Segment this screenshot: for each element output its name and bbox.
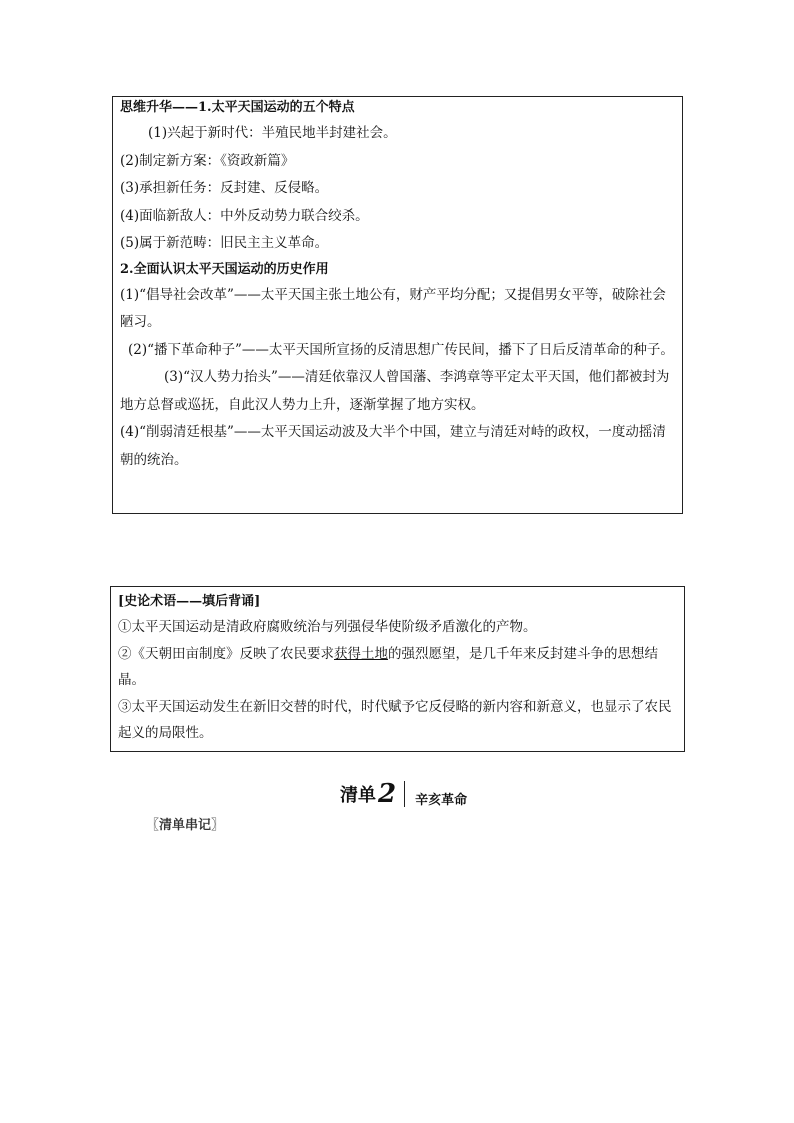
feature-item-2: (2)制定新方案：《资政新篇》	[120, 152, 295, 169]
role-item-4: (4)“削弱清廷根基”——太平天国运动波及大半个中国，建立与清廷对峙的政权，一度动摇清朝的统治。	[120, 424, 666, 468]
terminology-box	[110, 586, 685, 752]
terminology-heading: [史论术语——填后背诵]	[118, 594, 261, 609]
section-prefix: 清单	[340, 785, 376, 806]
role-item-2: (2)“播下革命种子”——太平天国所宣扬的反清思想广传民间，播下了日后反清革命的种子。	[128, 341, 674, 358]
feature-item-3: (3)承担新任务：反封建、反侵略。	[120, 180, 329, 196]
section-title	[340, 778, 467, 810]
feature-item-1: (1)兴起于新时代：半殖民地半封建社会。	[148, 125, 397, 141]
terminology-item-3: ③太平天国运动发生在新旧交替的时代，时代赋予它反侵略的新内容和新意义，也显示了农民起义的局限性。	[118, 698, 672, 741]
section-number: 2	[378, 779, 397, 809]
list-tag-close-bracket: 〗	[211, 818, 225, 833]
thinking-summary-box	[112, 96, 683, 514]
list-tag-label: 清单串记	[159, 818, 212, 833]
terminology-item-2	[118, 641, 677, 694]
fill-in-answer: 获得土地	[334, 645, 388, 662]
role-item-1: (1)“倡导社会改革”——太平天国主张土地公有，财产平均分配；又提倡男女平等，破除社会陋习。	[120, 286, 666, 330]
feature-item-5: (5)属于新范畴：旧民主主义革命。	[120, 235, 329, 251]
summary-heading: 思维升华——1.太平天国运动的五个特点	[120, 100, 355, 115]
terminology-item-1: ①太平天国运动是清政府腐败统治与列强侵华使阶级矛盾激化的产物。	[118, 619, 537, 635]
role-item-3-text: (3)“汉人势力抬头”——清廷依靠汉人曾国藩、李鸿章等平定太平天国，他们都被封为地方总督或巡抚，自此汉人势力上升，逐渐掌握了地方实权。	[120, 369, 670, 413]
list-tag-open-bracket: 〖	[146, 818, 160, 833]
role-item-3	[120, 364, 675, 419]
section-name: 辛亥革命	[415, 792, 468, 808]
list-tag	[146, 814, 224, 833]
section-divider	[404, 781, 405, 807]
feature-item-4: (4)面临新敌人：中外反动势力联合绞杀。	[120, 207, 369, 224]
terminology-item-2-end: 的强烈愿望，是几千年来反封建斗争的思想结晶。	[118, 645, 658, 688]
terminology-item-2-start: ②《天朝田亩制度》反映了农民要求	[118, 645, 334, 662]
roles-heading: 2.全面认识太平天国运动的历史作用	[120, 261, 329, 277]
